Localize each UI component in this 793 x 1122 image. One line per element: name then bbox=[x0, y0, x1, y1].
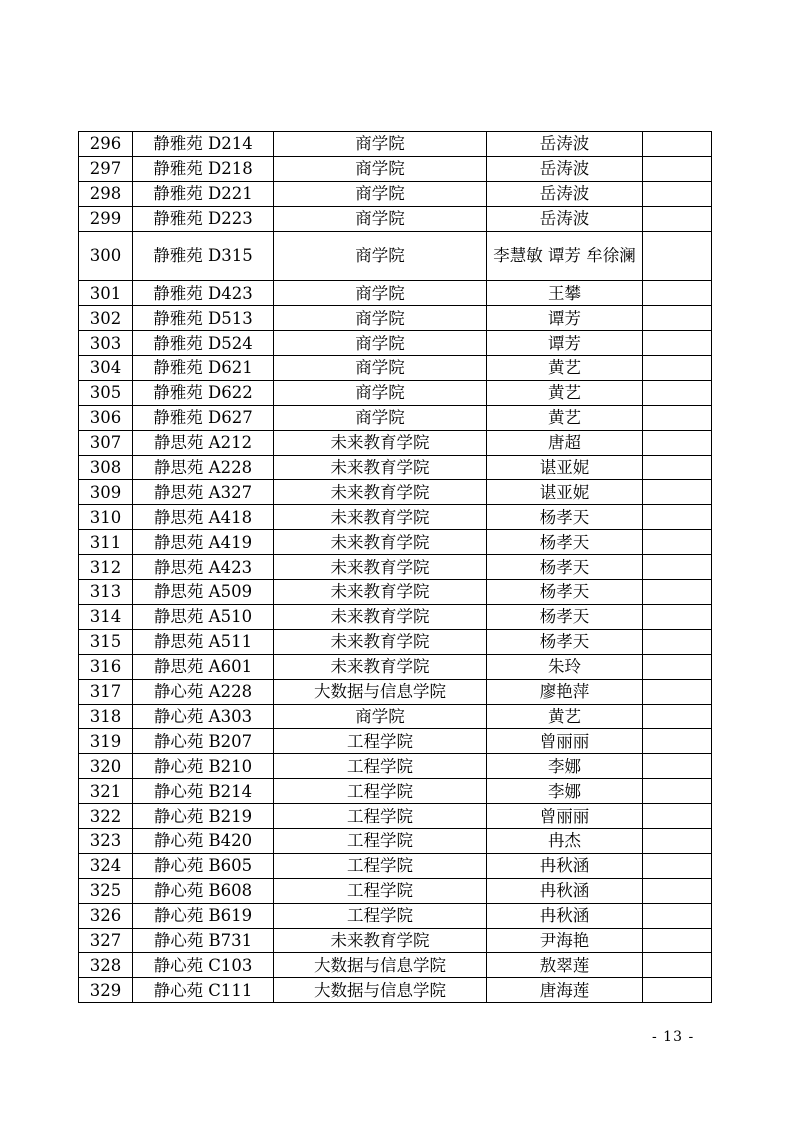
table-row bbox=[79, 430, 712, 455]
college-cell: 大数据与信息学院 bbox=[274, 953, 487, 978]
extra-cell bbox=[643, 604, 712, 629]
extra-cell bbox=[643, 455, 712, 480]
row-number-cell: 315 bbox=[79, 629, 133, 654]
person-name: 冉秋涵 bbox=[539, 856, 590, 876]
person-name: 尹海艳 bbox=[539, 930, 590, 950]
person-cell bbox=[487, 704, 643, 729]
row-number-cell: 301 bbox=[79, 281, 133, 306]
table-row bbox=[79, 181, 712, 206]
table-row bbox=[79, 828, 712, 853]
row-number-cell: 296 bbox=[79, 132, 133, 157]
extra-cell bbox=[643, 206, 712, 231]
college-cell: 未来教育学院 bbox=[274, 480, 487, 505]
person-name: 王攀 bbox=[548, 283, 581, 303]
extra-cell bbox=[643, 779, 712, 804]
person-cell bbox=[487, 604, 643, 629]
college-cell: 未来教育学院 bbox=[274, 430, 487, 455]
row-number-cell: 299 bbox=[79, 206, 133, 231]
table-row bbox=[79, 231, 712, 281]
row-number-cell: 310 bbox=[79, 505, 133, 530]
college-cell: 未来教育学院 bbox=[274, 928, 487, 953]
person-name: 黄艺 bbox=[548, 383, 581, 403]
extra-cell bbox=[643, 380, 712, 405]
extra-cell bbox=[643, 629, 712, 654]
table-row bbox=[79, 878, 712, 903]
college-cell: 工程学院 bbox=[274, 878, 487, 903]
room-cell: 静思苑 A509 bbox=[133, 580, 274, 605]
person-cell bbox=[487, 853, 643, 878]
table-row bbox=[79, 356, 712, 381]
row-number-cell: 311 bbox=[79, 530, 133, 555]
college-cell: 商学院 bbox=[274, 181, 487, 206]
person-name: 谌亚妮 bbox=[539, 458, 590, 478]
college-cell: 工程学院 bbox=[274, 729, 487, 754]
room-cell: 静心苑 B219 bbox=[133, 804, 274, 829]
extra-cell bbox=[643, 580, 712, 605]
table-row bbox=[79, 405, 712, 430]
person-cell bbox=[487, 804, 643, 829]
person-name: 冉秋涵 bbox=[539, 881, 590, 901]
row-number-cell: 302 bbox=[79, 306, 133, 331]
room-cell: 静思苑 A212 bbox=[133, 430, 274, 455]
extra-cell bbox=[643, 181, 712, 206]
person-cell bbox=[487, 505, 643, 530]
person-cell bbox=[487, 978, 643, 1003]
college-cell: 未来教育学院 bbox=[274, 555, 487, 580]
person-name: 杨孝天 bbox=[539, 607, 590, 627]
room-cell: 静雅苑 D315 bbox=[133, 231, 274, 281]
room-cell: 静心苑 B207 bbox=[133, 729, 274, 754]
row-number-cell: 326 bbox=[79, 903, 133, 928]
row-number-cell: 322 bbox=[79, 804, 133, 829]
person-name: 冉杰 bbox=[548, 831, 581, 851]
person-name: 谌亚妮 bbox=[539, 482, 590, 502]
extra-cell bbox=[643, 754, 712, 779]
person-name: 杨孝天 bbox=[539, 532, 590, 552]
row-number-cell: 318 bbox=[79, 704, 133, 729]
person-cell bbox=[487, 530, 643, 555]
college-cell: 工程学院 bbox=[274, 828, 487, 853]
extra-cell bbox=[643, 903, 712, 928]
person-name: 谭芳 bbox=[548, 333, 581, 353]
person-cell bbox=[487, 356, 643, 381]
table-row bbox=[79, 206, 712, 231]
person-cell bbox=[487, 903, 643, 928]
extra-cell bbox=[643, 679, 712, 704]
room-cell: 静心苑 A303 bbox=[133, 704, 274, 729]
person-name: 杨孝天 bbox=[539, 507, 590, 527]
room-cell: 静思苑 A511 bbox=[133, 629, 274, 654]
person-cell bbox=[487, 231, 643, 281]
college-cell: 商学院 bbox=[274, 206, 487, 231]
table-row bbox=[79, 779, 712, 804]
room-cell: 静思苑 A510 bbox=[133, 604, 274, 629]
extra-cell bbox=[643, 281, 712, 306]
person-name: 岳涛波 bbox=[539, 209, 590, 229]
row-number-cell: 307 bbox=[79, 430, 133, 455]
row-number-cell: 303 bbox=[79, 331, 133, 356]
room-cell: 静心苑 B420 bbox=[133, 828, 274, 853]
person-name: 廖艳萍 bbox=[539, 682, 590, 702]
extra-cell bbox=[643, 156, 712, 181]
person-cell bbox=[487, 754, 643, 779]
person-name: 曾丽丽 bbox=[539, 806, 590, 826]
row-number-cell: 320 bbox=[79, 754, 133, 779]
table-row bbox=[79, 530, 712, 555]
row-number-cell: 308 bbox=[79, 455, 133, 480]
extra-cell bbox=[643, 828, 712, 853]
extra-cell bbox=[643, 804, 712, 829]
room-cell: 静心苑 B210 bbox=[133, 754, 274, 779]
table-row bbox=[79, 156, 712, 181]
room-cell: 静心苑 B619 bbox=[133, 903, 274, 928]
row-number-cell: 306 bbox=[79, 405, 133, 430]
person-name: 岳涛波 bbox=[539, 159, 590, 179]
table-row bbox=[79, 654, 712, 679]
person-cell bbox=[487, 580, 643, 605]
person-cell bbox=[487, 405, 643, 430]
college-cell: 商学院 bbox=[274, 132, 487, 157]
extra-cell bbox=[643, 978, 712, 1003]
person-cell bbox=[487, 953, 643, 978]
person-name: 岳涛波 bbox=[539, 134, 590, 154]
college-cell: 工程学院 bbox=[274, 779, 487, 804]
row-number-cell: 298 bbox=[79, 181, 133, 206]
row-number-cell: 312 bbox=[79, 555, 133, 580]
person-cell bbox=[487, 555, 643, 580]
person-name: 敖翠莲 bbox=[539, 955, 590, 975]
person-name: 黄艺 bbox=[548, 358, 581, 378]
table-row bbox=[79, 978, 712, 1003]
college-cell: 商学院 bbox=[274, 306, 487, 331]
row-number-cell: 297 bbox=[79, 156, 133, 181]
table-row bbox=[79, 580, 712, 605]
row-number-cell: 309 bbox=[79, 480, 133, 505]
room-cell: 静思苑 A601 bbox=[133, 654, 274, 679]
extra-cell bbox=[643, 231, 712, 281]
person-cell bbox=[487, 779, 643, 804]
room-cell: 静雅苑 D621 bbox=[133, 356, 274, 381]
table-row bbox=[79, 928, 712, 953]
college-cell: 商学院 bbox=[274, 231, 487, 281]
row-number-cell: 323 bbox=[79, 828, 133, 853]
table-body bbox=[79, 132, 712, 1003]
person-cell bbox=[487, 629, 643, 654]
row-number-cell: 300 bbox=[79, 231, 133, 281]
extra-cell bbox=[643, 356, 712, 381]
person-name: 杨孝天 bbox=[539, 557, 590, 577]
person-cell bbox=[487, 654, 643, 679]
extra-cell bbox=[643, 306, 712, 331]
extra-cell bbox=[643, 654, 712, 679]
person-name: 冉秋涵 bbox=[539, 906, 590, 926]
room-cell: 静心苑 C111 bbox=[133, 978, 274, 1003]
person-cell bbox=[487, 206, 643, 231]
person-cell bbox=[487, 480, 643, 505]
extra-cell bbox=[643, 331, 712, 356]
table-row bbox=[79, 331, 712, 356]
person-name: 杨孝天 bbox=[539, 632, 590, 652]
room-cell: 静雅苑 D513 bbox=[133, 306, 274, 331]
person-cell bbox=[487, 928, 643, 953]
person-cell bbox=[487, 455, 643, 480]
table-row bbox=[79, 804, 712, 829]
room-cell: 静思苑 A419 bbox=[133, 530, 274, 555]
room-cell: 静雅苑 D622 bbox=[133, 380, 274, 405]
room-cell: 静雅苑 D627 bbox=[133, 405, 274, 430]
college-cell: 商学院 bbox=[274, 704, 487, 729]
row-number-cell: 329 bbox=[79, 978, 133, 1003]
person-cell bbox=[487, 281, 643, 306]
person-cell bbox=[487, 156, 643, 181]
person-cell bbox=[487, 679, 643, 704]
person-name: 黄艺 bbox=[548, 706, 581, 726]
extra-cell bbox=[643, 704, 712, 729]
college-cell: 未来教育学院 bbox=[274, 455, 487, 480]
person-name: 谭芳 bbox=[548, 308, 581, 328]
person-cell bbox=[487, 306, 643, 331]
table-row bbox=[79, 480, 712, 505]
college-cell: 商学院 bbox=[274, 405, 487, 430]
table-row bbox=[79, 679, 712, 704]
room-cell: 静思苑 A228 bbox=[133, 455, 274, 480]
row-number-cell: 304 bbox=[79, 356, 133, 381]
extra-cell bbox=[643, 430, 712, 455]
person-cell bbox=[487, 828, 643, 853]
table-row bbox=[79, 306, 712, 331]
table-row bbox=[79, 903, 712, 928]
person-cell bbox=[487, 132, 643, 157]
college-cell: 商学院 bbox=[274, 380, 487, 405]
person-name: 曾丽丽 bbox=[539, 731, 590, 751]
row-number-cell: 305 bbox=[79, 380, 133, 405]
table-row bbox=[79, 953, 712, 978]
row-number-cell: 325 bbox=[79, 878, 133, 903]
college-cell: 未来教育学院 bbox=[274, 604, 487, 629]
college-cell: 未来教育学院 bbox=[274, 654, 487, 679]
table-row bbox=[79, 380, 712, 405]
person-cell bbox=[487, 729, 643, 754]
person-cell bbox=[487, 380, 643, 405]
room-cell: 静心苑 C103 bbox=[133, 953, 274, 978]
extra-cell bbox=[643, 530, 712, 555]
college-cell: 未来教育学院 bbox=[274, 505, 487, 530]
room-cell: 静雅苑 D524 bbox=[133, 331, 274, 356]
dormitory-assignment-table bbox=[78, 131, 712, 1003]
person-cell bbox=[487, 181, 643, 206]
person-cell bbox=[487, 331, 643, 356]
table-row bbox=[79, 455, 712, 480]
extra-cell bbox=[643, 405, 712, 430]
person-name: 黄艺 bbox=[548, 408, 581, 428]
college-cell: 未来教育学院 bbox=[274, 530, 487, 555]
college-cell: 商学院 bbox=[274, 331, 487, 356]
person-name: 李娜 bbox=[548, 781, 581, 801]
extra-cell bbox=[643, 928, 712, 953]
person-name: 朱玲 bbox=[548, 657, 581, 677]
table-row bbox=[79, 505, 712, 530]
page-number: - 13 - bbox=[652, 1029, 695, 1045]
college-cell: 商学院 bbox=[274, 156, 487, 181]
table-row bbox=[79, 754, 712, 779]
table-row bbox=[79, 729, 712, 754]
person-cell bbox=[487, 430, 643, 455]
extra-cell bbox=[643, 953, 712, 978]
table-row bbox=[79, 853, 712, 878]
room-cell: 静雅苑 D218 bbox=[133, 156, 274, 181]
college-cell: 工程学院 bbox=[274, 754, 487, 779]
table-row bbox=[79, 629, 712, 654]
extra-cell bbox=[643, 878, 712, 903]
table-row bbox=[79, 704, 712, 729]
room-cell: 静思苑 A327 bbox=[133, 480, 274, 505]
college-cell: 工程学院 bbox=[274, 903, 487, 928]
room-cell: 静心苑 B731 bbox=[133, 928, 274, 953]
row-number-cell: 317 bbox=[79, 679, 133, 704]
row-number-cell: 324 bbox=[79, 853, 133, 878]
person-cell bbox=[487, 878, 643, 903]
room-cell: 静心苑 B608 bbox=[133, 878, 274, 903]
college-cell: 未来教育学院 bbox=[274, 629, 487, 654]
extra-cell bbox=[643, 480, 712, 505]
person-name: 李慧敏 谭芳 牟徐澜 bbox=[493, 246, 636, 266]
row-number-cell: 327 bbox=[79, 928, 133, 953]
person-name: 岳涛波 bbox=[539, 184, 590, 204]
college-cell: 未来教育学院 bbox=[274, 580, 487, 605]
extra-cell bbox=[643, 555, 712, 580]
row-number-cell: 319 bbox=[79, 729, 133, 754]
room-cell: 静心苑 B214 bbox=[133, 779, 274, 804]
college-cell: 商学院 bbox=[274, 281, 487, 306]
table-row bbox=[79, 555, 712, 580]
room-cell: 静心苑 A228 bbox=[133, 679, 274, 704]
row-number-cell: 314 bbox=[79, 604, 133, 629]
college-cell: 大数据与信息学院 bbox=[274, 978, 487, 1003]
person-name: 杨孝天 bbox=[539, 582, 590, 602]
college-cell: 工程学院 bbox=[274, 853, 487, 878]
extra-cell bbox=[643, 853, 712, 878]
table-row bbox=[79, 604, 712, 629]
room-cell: 静心苑 B605 bbox=[133, 853, 274, 878]
person-name: 唐海莲 bbox=[539, 980, 590, 1000]
room-cell: 静雅苑 D221 bbox=[133, 181, 274, 206]
extra-cell bbox=[643, 729, 712, 754]
row-number-cell: 328 bbox=[79, 953, 133, 978]
extra-cell bbox=[643, 132, 712, 157]
room-cell: 静雅苑 D423 bbox=[133, 281, 274, 306]
college-cell: 商学院 bbox=[274, 356, 487, 381]
table-row bbox=[79, 281, 712, 306]
person-name: 唐超 bbox=[548, 433, 581, 453]
room-cell: 静雅苑 D223 bbox=[133, 206, 274, 231]
room-cell: 静思苑 A418 bbox=[133, 505, 274, 530]
row-number-cell: 316 bbox=[79, 654, 133, 679]
row-number-cell: 321 bbox=[79, 779, 133, 804]
room-cell: 静雅苑 D214 bbox=[133, 132, 274, 157]
person-name: 李娜 bbox=[548, 756, 581, 776]
college-cell: 工程学院 bbox=[274, 804, 487, 829]
college-cell: 大数据与信息学院 bbox=[274, 679, 487, 704]
extra-cell bbox=[643, 505, 712, 530]
room-cell: 静思苑 A423 bbox=[133, 555, 274, 580]
table-row bbox=[79, 132, 712, 157]
row-number-cell: 313 bbox=[79, 580, 133, 605]
